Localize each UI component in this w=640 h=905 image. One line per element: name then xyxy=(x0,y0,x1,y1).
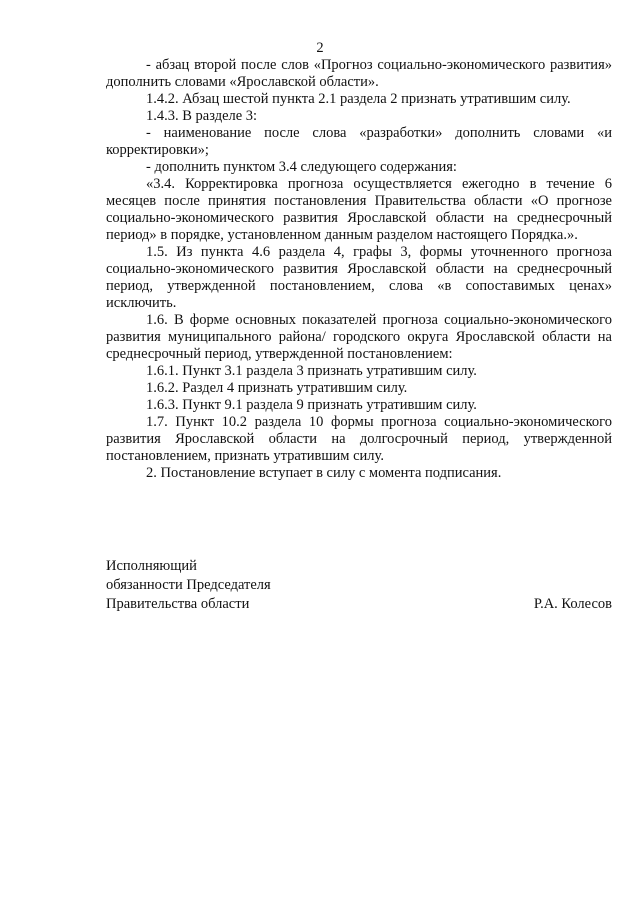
paragraph-1-6-2: 1.6.2. Раздел 4 признать утратившим силу. xyxy=(146,380,408,396)
signatory-title-line-3: Правительства области xyxy=(106,596,250,612)
page-number: 2 xyxy=(316,40,324,56)
signatory-row xyxy=(106,595,612,614)
paragraph-2: 2. Постановление вступает в силу с момента подписания. xyxy=(146,465,502,481)
paragraph-1-5: 1.5. Из пункта 4.6 раздела 4, графы 3, формы уточненного прогноза социально-экономического развития Ярославской области на среднесрочный период, утвержденной постановлением, слова «в сопоставимых ценах» исключить. xyxy=(106,244,612,311)
paragraph-1-7: 1.7. Пункт 10.2 раздела 10 формы прогноза социально-экономического развития Ярославской области на долгосрочный период, утвержденной постановлением, признать утратившим силу. xyxy=(106,414,612,464)
paragraph-3-4-quote: «3.4. Корректировка прогноза осуществляется ежегодно в течение 6 месяцев после принятия постановления Правительства области «О прогнозе социально-экономического развития Ярославской области на среднесрочный период» в порядке, установленном данным разделом настоящего Порядка.». xyxy=(106,176,612,243)
paragraph-1-4-3: 1.4.3. В разделе 3: xyxy=(146,108,258,124)
paragraph-abzac-vtoroy: - абзац второй после слов «Прогноз социально-экономического развития» дополнить словами «Ярославской области». xyxy=(106,57,612,90)
paragraph-dopolnit-punktom: - дополнить пунктом 3.4 следующего содержания: xyxy=(146,159,457,175)
signature-block xyxy=(106,557,612,614)
paragraph-1-6-3: 1.6.3. Пункт 9.1 раздела 9 признать утратившим силу. xyxy=(146,397,477,413)
document-body xyxy=(106,57,612,482)
paragraph-1-6-1: 1.6.1. Пункт 3.1 раздела 3 признать утратившим силу. xyxy=(146,363,477,379)
paragraph-1-6: 1.6. В форме основных показателей прогноза социально-экономического развития муниципального района/ городского округа Ярославской области на среднесрочный период, утвержденной постановлением: xyxy=(106,312,612,362)
signatory-name: Р.А. Колесов xyxy=(533,596,612,612)
signatory-title-line-1: Исполняющий xyxy=(106,558,197,574)
paragraph-naimenovanie: - наименование после слова «разработки» дополнить словами «и корректировки»; xyxy=(106,125,612,158)
paragraph-1-4-2: 1.4.2. Абзац шестой пункта 2.1 раздела 2 признать утратившим силу. xyxy=(146,91,571,107)
signatory-title-line-2: обязанности Председателя xyxy=(106,577,271,593)
